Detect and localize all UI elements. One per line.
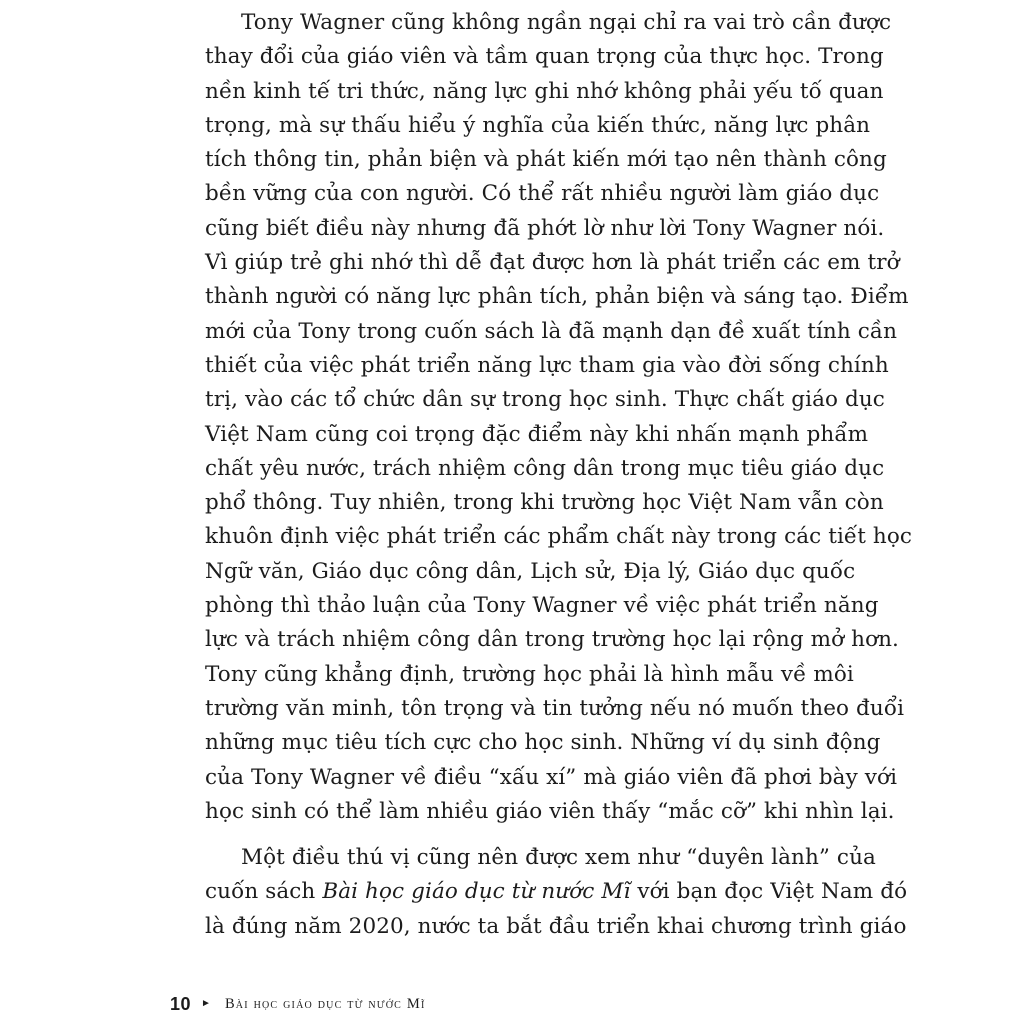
text-line: chất yêu nước, trách nhiệm công dân trong mục tiêu giáo dục [205,455,885,481]
text-line: trị, vào các tổ chức dân sự trong học sinh. Thực chất giáo dục [205,387,885,413]
text-line-with-book-title [205,875,908,909]
text-line: Ngữ văn, Giáo dục công dân, Lịch sử, Địa lý, Giáo dục quốc [205,558,856,584]
text-line: của Tony Wagner về điều “xấu xí” mà giáo viên đã phơi bày với [205,764,898,790]
text-segment: cuốn sách [205,879,323,905]
page-body [205,6,913,944]
text-line: trường văn minh, tôn trọng và tin tưởng nếu nó muốn theo đuổi [205,695,905,721]
page-footer [170,992,426,1016]
text-line: những mục tiêu tích cực cho học sinh. Những ví dụ sinh động [205,730,881,756]
text-line: thiết của việc phát triển năng lực tham gia vào đời sống chính [205,352,889,378]
text-line: Một điều thú vị cũng nên được xem như “duyên lành” của [241,845,876,871]
text-line: học sinh có thể làm nhiều giáo viên thấy “mắc cỡ” khi nhìn lại. [205,798,895,824]
text-line: phòng thì thảo luận của Tony Wagner về việc phát triển năng [205,593,879,619]
text-line: bền vững của con người. Có thể rất nhiều người làm giáo dục [205,181,880,207]
text-line: Vì giúp trẻ ghi nhớ thì dễ đạt được hơn là phát triển các em trở [205,250,900,276]
text-line: thành người có năng lực phân tích, phản biện và sáng tạo. Điểm [205,284,909,310]
text-line: Tony Wagner cũng không ngần ngại chỉ ra vai trò cần được [241,10,892,35]
running-title: Bài học giáo dục từ nước Mĩ [224,995,426,1012]
text-segment: với bạn đọc Việt Nam đó [630,879,908,905]
triangle-right-icon: ► [201,998,211,1009]
text-line: thay đổi của giáo viên và tầm quan trọng của thực học. Trong [205,44,884,70]
text-line: mới của Tony trong cuốn sách là đã mạnh dạn đề xuất tính cần [205,318,898,344]
text-line: trọng, mà sự thấu hiểu ý nghĩa của kiến thức, năng lực phân [205,112,871,138]
paragraph-2 [205,841,908,944]
text-line: nền kinh tế tri thức, năng lực ghi nhớ không phải yếu tố quan [205,78,884,104]
text-line: lực và trách nhiệm công dân trong trường học lại rộng mở hơn. [205,627,899,653]
book-title: Bài học giáo dục từ nước Mĩ [322,879,631,905]
text-line: phổ thông. Tuy nhiên, trong khi trường học Việt Nam vẫn còn [205,490,884,516]
text-line: là đúng năm 2020, nước ta bắt đầu triển khai chương trình giáo [205,913,907,939]
page-number: 10 [170,993,192,1014]
text-line: tích thông tin, phản biện và phát kiến mới tạo nên thành công [205,147,887,173]
text-line: cũng biết điều này nhưng đã phớt lờ như lời Tony Wagner nói. [205,215,885,241]
text-line: khuôn định việc phát triển các phẩm chất này trong các tiết học [205,524,913,550]
paragraph-1 [205,6,913,829]
text-line: Việt Nam cũng coi trọng đặc điểm này khi nhấn mạnh phẩm [205,421,869,447]
text-line: Tony cũng khẳng định, trường học phải là hình mẫu về môi [205,661,854,687]
